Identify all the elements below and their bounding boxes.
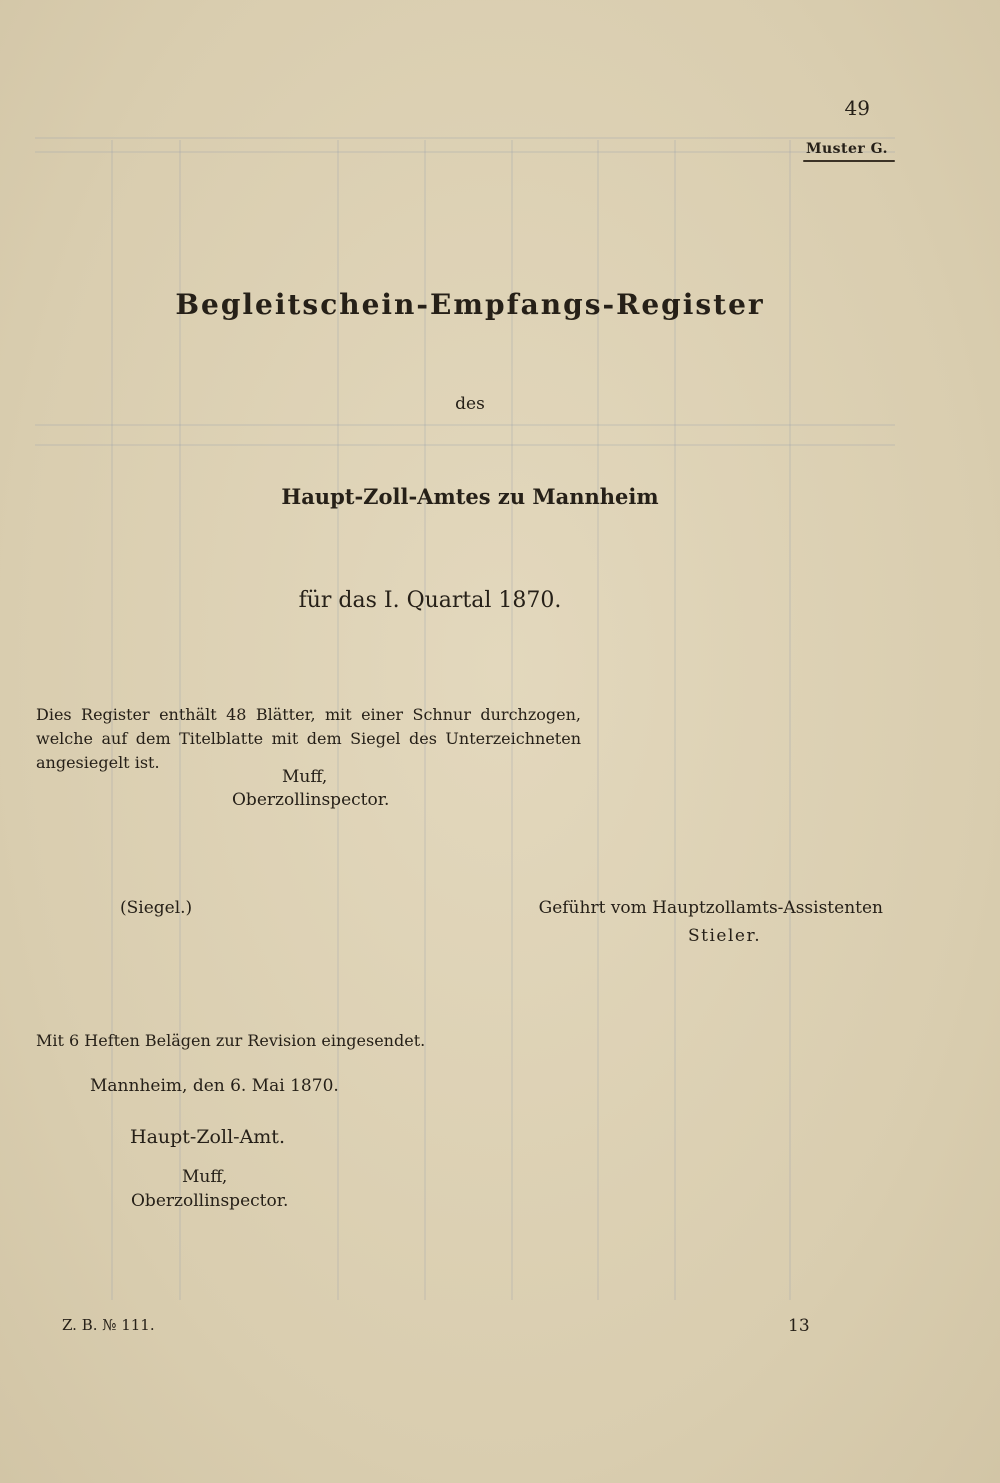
assistant-name: Stieler. bbox=[688, 926, 762, 946]
pattern-label: Muster G. bbox=[805, 141, 888, 157]
register-note: Dies Register enthält 48 Blätter, mit einer Schnur durchzogen, welche auf dem Titelblatte mit dem Siegel des Unterzeichneten angesiegelt ist. bbox=[36, 705, 581, 772]
footer-sheet-number: 13 bbox=[788, 1316, 810, 1336]
submission-note: Mit 6 Heften Belägen zur Revision eingesendet. bbox=[36, 1031, 426, 1050]
page-number: 49 bbox=[844, 96, 870, 120]
pattern-underline bbox=[803, 160, 895, 162]
period-title: für das I. Quartal 1870. bbox=[298, 588, 562, 613]
submission-signer-title: Oberzollinspector. bbox=[131, 1191, 289, 1211]
signer-title: Oberzollinspector. bbox=[232, 790, 390, 810]
submission-office: Haupt-Zoll-Amt. bbox=[130, 1126, 285, 1148]
footer-reference: Z. B. № 111. bbox=[62, 1316, 155, 1334]
office-title: Haupt-Zoll-Amtes zu Mannheim bbox=[281, 484, 659, 509]
seal-label: (Siegel.) bbox=[120, 898, 193, 918]
signer-name: Muff, bbox=[282, 767, 328, 787]
submission-signer-name: Muff, bbox=[182, 1167, 228, 1187]
title-connector: des bbox=[455, 394, 485, 414]
submission-date: Mannheim, den 6. Mai 1870. bbox=[90, 1076, 339, 1096]
assistant-line: Geführt vom Hauptzollamts-Assistenten bbox=[538, 898, 883, 918]
main-title: Begleitschein-Empfangs-Register bbox=[175, 288, 765, 321]
